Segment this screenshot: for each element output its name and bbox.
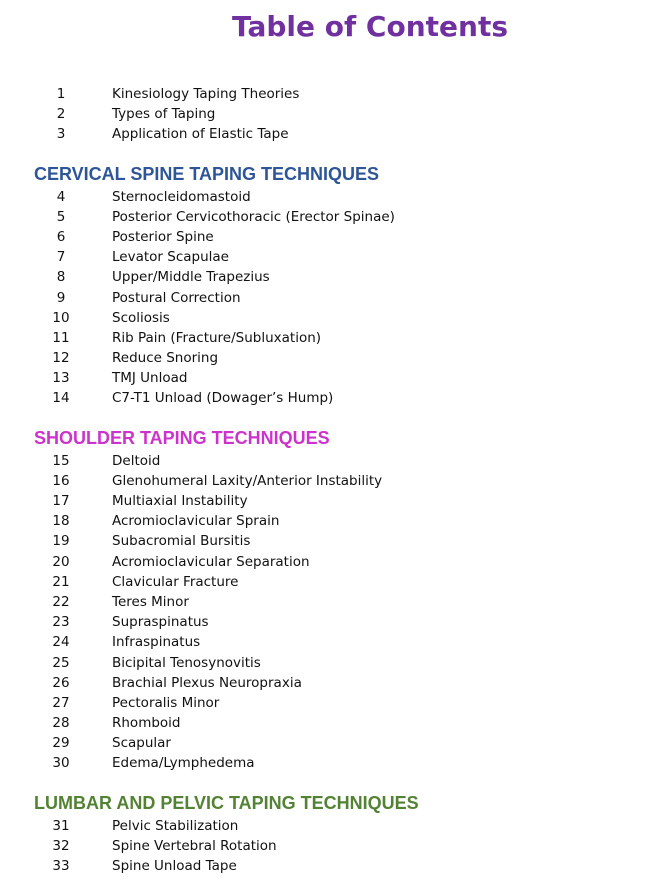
section-heading: LUMBAR AND PELVIC TAPING TECHNIQUES (34, 792, 419, 813)
toc-entry-number: 7 (56, 249, 66, 266)
toc-entry[interactable] (0, 388, 670, 408)
toc-entry[interactable] (0, 592, 670, 612)
toc-entry-number: 19 (52, 533, 70, 550)
section-heading: SHOULDER TAPING TECHNIQUES (34, 427, 330, 448)
toc-entry-label: Brachial Plexus Neuropraxia (112, 674, 302, 691)
toc-entry-label: Rib Pain (Fracture/Subluxation) (112, 329, 322, 346)
toc-entry-label: Scapular (112, 735, 171, 752)
toc-entry-number: 30 (52, 755, 70, 772)
toc-entry-label: Spine Unload Tape (112, 858, 237, 874)
toc-entry-label: Postural Correction (112, 289, 241, 306)
toc-entry[interactable] (0, 673, 670, 693)
toc-entry-label: Reduce Snoring (112, 350, 219, 367)
toc-entry-label: Types of Taping (112, 106, 216, 123)
table-of-contents (0, 84, 670, 876)
toc-entry-number: 8 (56, 269, 66, 286)
toc-entry-number: 31 (52, 817, 70, 834)
toc-entry[interactable] (0, 328, 670, 348)
toc-entry-number: 24 (52, 634, 70, 651)
toc-entry-number: 3 (56, 126, 66, 143)
toc-entry-label: Subacromial Bursitis (112, 533, 251, 550)
toc-entry-number: 6 (56, 228, 66, 245)
toc-entry-label: TMJ Unload (112, 370, 188, 387)
toc-entry[interactable] (0, 124, 670, 144)
toc-entry-label: Application of Elastic Tape (112, 126, 289, 143)
toc-entry-number: 32 (52, 837, 70, 854)
intro-list (0, 84, 670, 145)
toc-entry-number: 23 (52, 614, 70, 631)
toc-entry-label: Glenohumeral Laxity/Anterior Instability (112, 472, 383, 489)
toc-entry[interactable] (0, 856, 670, 876)
toc-entry[interactable] (0, 836, 670, 856)
toc-section (0, 425, 670, 774)
toc-entry[interactable] (0, 267, 670, 287)
toc-entry[interactable] (0, 187, 670, 207)
toc-entry[interactable] (0, 693, 670, 713)
toc-entry-label: Acromioclavicular Sprain (112, 513, 280, 530)
toc-entry-label: C7-T1 Unload (Dowager’s Hump) (112, 390, 334, 407)
toc-entry[interactable] (0, 207, 670, 227)
toc-entry-number: 33 (52, 858, 70, 874)
toc-entry[interactable] (0, 612, 670, 632)
toc-entry-label: Deltoid (112, 452, 161, 469)
toc-entry[interactable] (0, 348, 670, 368)
toc-entry-number: 15 (52, 452, 70, 469)
toc-entry-label: Sternocleidomastoid (112, 188, 251, 205)
toc-entry-number: 20 (52, 553, 70, 570)
toc-entry-number: 17 (52, 493, 70, 509)
toc-entry-number: 21 (52, 573, 70, 590)
toc-entry-number: 10 (52, 309, 70, 326)
toc-entry-number: 25 (52, 654, 70, 671)
toc-entry-label: Upper/Middle Trapezius (112, 269, 270, 286)
toc-section (0, 790, 670, 877)
toc-entry-label: Levator Scapulae (112, 249, 229, 266)
toc-entry[interactable] (0, 552, 670, 572)
toc-entry-label: Multiaxial Instability (112, 493, 248, 509)
toc-entry[interactable] (0, 713, 670, 733)
toc-entry-number: 9 (56, 289, 66, 306)
toc-entry-label: Acromioclavicular Separation (112, 553, 310, 570)
page-title: Table of Contents (231, 10, 508, 43)
toc-entry[interactable] (0, 368, 670, 388)
toc-entry[interactable] (0, 471, 670, 491)
toc-entry-number: 12 (52, 350, 70, 367)
toc-entry-label: Infraspinatus (112, 634, 201, 651)
toc-entry[interactable] (0, 227, 670, 247)
toc-entry-label: Supraspinatus (112, 614, 209, 631)
toc-entry[interactable] (0, 247, 670, 267)
toc-entry-number: 5 (56, 208, 66, 225)
toc-entry-number: 29 (52, 735, 70, 752)
toc-entry-number: 2 (56, 106, 66, 123)
toc-entry-label: Clavicular Fracture (112, 573, 239, 590)
toc-entry[interactable] (0, 288, 670, 308)
toc-entry-label: Pelvic Stabilization (112, 817, 239, 834)
toc-entry-label: Bicipital Tenosynovitis (112, 654, 261, 671)
toc-entry-label: Spine Vertebral Rotation (112, 837, 277, 854)
toc-entry-label: Rhomboid (112, 715, 181, 732)
toc-entry-number: 1 (56, 86, 66, 102)
toc-entry-number: 11 (52, 329, 70, 346)
toc-entry-label: Edema/Lymphedema (112, 755, 255, 772)
toc-entry-number: 4 (56, 188, 66, 205)
toc-entry-label: Posterior Spine (112, 228, 214, 245)
toc-section (0, 161, 670, 409)
toc-entry[interactable] (0, 632, 670, 652)
toc-sections (0, 161, 670, 877)
toc-entry-label: Teres Minor (112, 593, 189, 610)
toc-entry-number: 26 (52, 674, 70, 691)
toc-entry-label: Posterior Cervicothoracic (Erector Spinae) (112, 208, 395, 225)
toc-entry[interactable] (0, 753, 670, 773)
toc-entry-number: 13 (52, 370, 70, 387)
toc-entry[interactable] (0, 653, 670, 673)
toc-entry[interactable] (0, 308, 670, 328)
toc-entry-label: Scoliosis (112, 309, 170, 326)
toc-entry-number: 14 (52, 390, 70, 407)
toc-entry-number: 18 (52, 513, 70, 530)
toc-entry[interactable] (0, 531, 670, 551)
toc-entry[interactable] (0, 572, 670, 592)
toc-entry[interactable] (0, 511, 670, 531)
toc-entry-number: 28 (52, 715, 70, 732)
toc-entry[interactable] (0, 491, 670, 511)
toc-entry[interactable] (0, 104, 670, 124)
toc-entry-number: 22 (52, 593, 70, 610)
toc-entry[interactable] (0, 733, 670, 753)
toc-entry-number: 16 (52, 472, 70, 489)
toc-entry-label: Kinesiology Taping Theories (112, 86, 300, 102)
toc-entry-number: 27 (52, 694, 70, 711)
toc-entry[interactable] (0, 816, 670, 836)
toc-entry-label: Pectoralis Minor (112, 694, 220, 711)
toc-entry[interactable] (0, 451, 670, 471)
section-heading: CERVICAL SPINE TAPING TECHNIQUES (34, 163, 380, 184)
toc-entry[interactable] (0, 84, 670, 104)
